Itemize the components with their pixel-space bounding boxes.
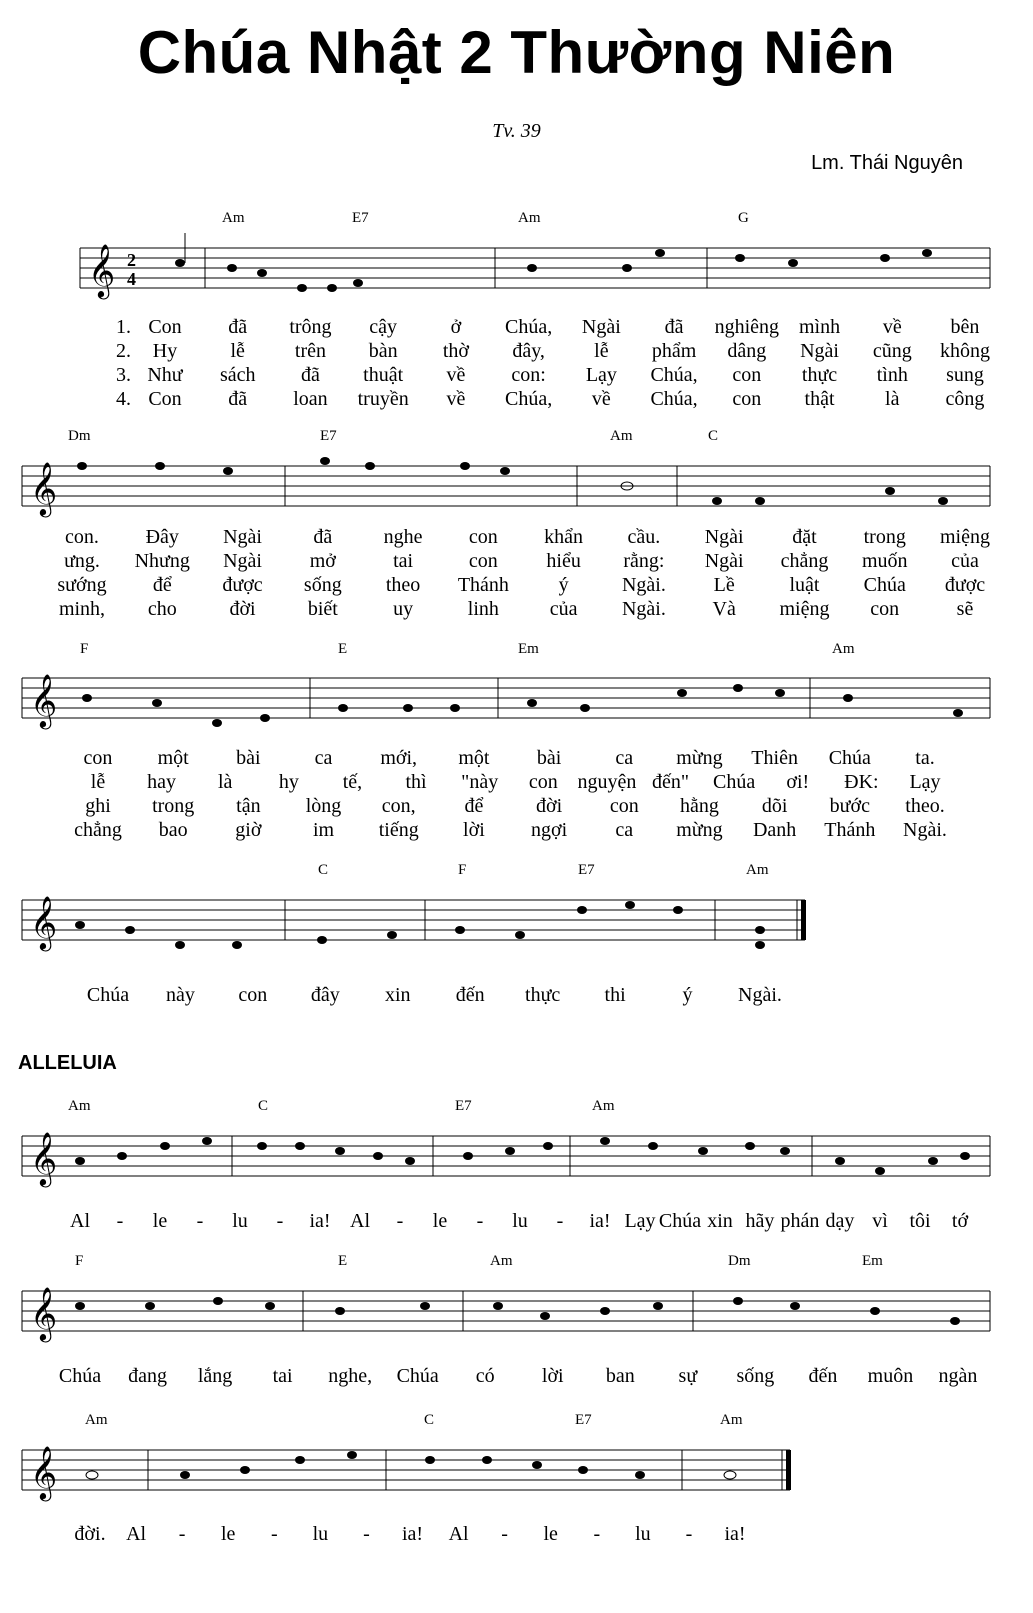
lyric-syllable: lắng bbox=[197, 1365, 233, 1387]
lyric-syllable: - bbox=[276, 1210, 284, 1232]
lyric-syllable: Ngài. bbox=[903, 819, 947, 841]
lyric-syllable: Ngài. bbox=[738, 984, 782, 1006]
music-staff bbox=[0, 1273, 1033, 1353]
lyric-syllable: Lạy bbox=[585, 364, 617, 386]
lyric-syllable: không bbox=[940, 340, 990, 362]
lyric-syllable: đặt bbox=[792, 526, 817, 548]
lyric-syllable: tận bbox=[236, 795, 261, 817]
lyric-syllable: con bbox=[732, 364, 762, 386]
alleluia-heading: ALLELUIA bbox=[18, 1052, 117, 1074]
lyric-syllable: tế, bbox=[342, 771, 363, 793]
lyric-syllable: - bbox=[501, 1523, 508, 1545]
lyric-syllable: Chúa bbox=[658, 1210, 702, 1232]
lyric-syllable: mình bbox=[798, 316, 841, 338]
lyric-syllable: Và bbox=[712, 598, 736, 620]
verse-number: 4. bbox=[116, 388, 131, 410]
lyric-syllable: nghiêng bbox=[714, 316, 780, 338]
lyric-syllable: sự bbox=[678, 1365, 698, 1387]
lyric-syllable: cho bbox=[147, 598, 177, 620]
lyric-syllable: - bbox=[363, 1523, 370, 1545]
lyric-syllable: đang bbox=[128, 1365, 167, 1387]
lyric-syllable: thực bbox=[525, 984, 561, 1006]
lyric-syllable: con. bbox=[65, 526, 99, 548]
lyric-syllable: con: bbox=[511, 364, 546, 386]
lyric-syllable: - bbox=[685, 1523, 693, 1545]
chord: C bbox=[258, 1098, 269, 1114]
chord: Am bbox=[720, 1412, 743, 1428]
lyric-syllable: đã bbox=[664, 316, 684, 338]
chord: F bbox=[80, 641, 89, 657]
lyric-syllable: trông bbox=[289, 316, 332, 338]
lyric-syllable: đời bbox=[536, 795, 563, 817]
lyric-syllable: đời bbox=[229, 598, 256, 620]
lyric-syllable: hãy bbox=[745, 1210, 775, 1232]
lyric-syllable: sách bbox=[219, 364, 256, 386]
lyric-syllable: biết bbox=[307, 598, 338, 620]
composer: Lm. Thái Nguyên bbox=[811, 152, 963, 174]
psalm-reference: Tv. 39 bbox=[492, 120, 541, 142]
lyric-syllable: Al bbox=[126, 1523, 147, 1545]
lyric-syllable: mừng bbox=[676, 747, 723, 769]
lyric-syllable: cậy bbox=[369, 316, 398, 338]
lyric-syllable: Ngài bbox=[223, 526, 262, 548]
lyric-syllable: lời bbox=[463, 819, 485, 841]
lyric-syllable: thờ bbox=[442, 340, 469, 362]
lyric-syllable: rằng: bbox=[623, 550, 665, 572]
lyric-syllable: Ngài bbox=[581, 316, 621, 338]
lyric-syllable: le bbox=[432, 1210, 448, 1232]
chord: Am bbox=[85, 1412, 108, 1428]
chord: Am bbox=[592, 1098, 615, 1114]
lyric-syllable: ngợi bbox=[531, 819, 568, 841]
lyric-syllable: con bbox=[83, 747, 113, 769]
lyric-syllable: có bbox=[475, 1365, 495, 1387]
song-title: Chúa Nhật 2 Thường Niên bbox=[137, 19, 896, 86]
lyric-syllable: dõi bbox=[761, 795, 788, 817]
lyric-syllable: le bbox=[152, 1210, 168, 1232]
lyric-syllable: hay bbox=[147, 771, 177, 793]
chord: C bbox=[708, 428, 719, 444]
lyric-syllable: trong bbox=[152, 795, 195, 817]
notes bbox=[86, 1451, 736, 1479]
lyric-syllable: miệng bbox=[940, 526, 990, 548]
lyric-syllable: bài bbox=[536, 747, 562, 769]
chord: Am bbox=[610, 428, 633, 444]
lyric-syllable: - bbox=[196, 1210, 204, 1232]
lyric-syllable: lễ bbox=[594, 340, 609, 362]
lyric-syllable: im bbox=[312, 819, 335, 841]
lyric-syllable: linh bbox=[467, 598, 499, 620]
lyric-syllable: hy bbox=[278, 771, 299, 793]
lyric-syllable: trong bbox=[863, 526, 906, 548]
chord: Am bbox=[68, 1098, 91, 1114]
lyric-syllable: tình bbox=[876, 364, 908, 386]
lyric-syllable: Hy bbox=[152, 340, 178, 362]
lyric-syllable: luật bbox=[789, 574, 820, 596]
lyric-syllable: sướng bbox=[57, 574, 107, 596]
lyric-syllable: theo. bbox=[905, 795, 945, 817]
lyric-syllable: con bbox=[238, 984, 268, 1006]
time-signature-top: 2 bbox=[127, 250, 136, 270]
verse-number: 1. bbox=[116, 316, 131, 338]
lyric-syllable: con bbox=[468, 550, 498, 572]
chord: Am bbox=[832, 641, 855, 657]
lyric-syllable: này bbox=[165, 984, 195, 1006]
lyric-syllable: ĐK: bbox=[844, 771, 879, 793]
lyric-syllable: mở bbox=[309, 550, 336, 572]
lyric-syllable: công bbox=[945, 388, 985, 410]
treble-clef-icon: 𝄞 bbox=[88, 245, 116, 296]
lyric-syllable: loan bbox=[293, 388, 328, 410]
lyric-syllable: ta. bbox=[915, 747, 935, 769]
lyric-syllable: sống bbox=[736, 1365, 775, 1387]
lyric-syllable: - bbox=[178, 1523, 186, 1545]
lyric-syllable: bước bbox=[829, 795, 870, 817]
lyric-syllable: giờ bbox=[235, 819, 262, 841]
lyric-syllable: đã bbox=[313, 526, 333, 548]
lyric-syllable: đời. bbox=[74, 1523, 106, 1545]
lyric-syllable: ca bbox=[615, 747, 634, 769]
lyric-syllable: thuật bbox=[363, 364, 404, 386]
lyric-syllable: Thiên bbox=[751, 747, 798, 769]
lyric-syllable: Ngài. bbox=[621, 598, 666, 620]
lyric-syllable: nghe, bbox=[328, 1365, 373, 1387]
lyric-syllable: Như bbox=[147, 364, 183, 386]
lyric-syllable: một bbox=[458, 747, 490, 769]
lyric-syllable: Ngài bbox=[223, 550, 262, 572]
lyric-syllable: miệng bbox=[779, 598, 830, 620]
lyric-syllable: sẽ bbox=[956, 598, 974, 620]
lyric-syllable: phẩm bbox=[651, 340, 697, 362]
lyric-syllable: về bbox=[591, 388, 611, 410]
lyric-syllable: Ngài. bbox=[621, 574, 666, 596]
verse-number: 2. bbox=[116, 340, 131, 362]
lyric-syllable: nghe bbox=[383, 526, 423, 548]
lyric-syllable: con bbox=[870, 598, 900, 620]
lyric-syllable: Al bbox=[350, 1210, 370, 1232]
lyric-syllable: của bbox=[549, 598, 578, 620]
chord: Em bbox=[518, 641, 539, 657]
notes bbox=[82, 684, 963, 727]
lyric-syllable: Chúa bbox=[86, 984, 130, 1006]
lyric-syllable: tai bbox=[272, 1365, 293, 1387]
lyric-syllable: nguyện bbox=[577, 771, 637, 793]
lyric-syllable: - bbox=[593, 1523, 601, 1545]
lyric-syllable: muôn bbox=[867, 1365, 914, 1387]
chord: C bbox=[318, 862, 329, 878]
lyric-syllable: Đây bbox=[145, 526, 179, 548]
lyric-syllable: lu bbox=[232, 1210, 248, 1232]
lyric-syllable: lòng bbox=[305, 795, 342, 817]
treble-clef-icon: 𝄞 bbox=[30, 897, 58, 948]
lyric-syllable: truyền bbox=[357, 388, 409, 410]
lyric-syllable: - bbox=[556, 1210, 564, 1232]
lyric-syllable: ia! bbox=[724, 1523, 746, 1545]
lyric-syllable: được bbox=[944, 574, 986, 596]
lyric-syllable: Chúa, bbox=[505, 388, 553, 410]
treble-clef-icon: 𝄞 bbox=[30, 675, 58, 726]
lyric-syllable: ơi! bbox=[786, 771, 810, 793]
lyric-syllable: thật bbox=[804, 388, 835, 410]
treble-clef-icon: 𝄞 bbox=[30, 1447, 58, 1498]
lyric-syllable: thì bbox=[405, 771, 427, 793]
verse-number: 3. bbox=[116, 364, 131, 386]
treble-clef-icon: 𝄞 bbox=[30, 1133, 58, 1184]
chord: Am bbox=[518, 210, 541, 226]
lyric-syllable: bên bbox=[950, 316, 980, 338]
lyric-syllable: lu bbox=[512, 1210, 528, 1232]
lyric-syllable: Danh bbox=[752, 819, 797, 841]
lyric-syllable: mới, bbox=[380, 747, 418, 769]
lyric-syllable: ia! bbox=[309, 1210, 331, 1232]
lyric-syllable: đến bbox=[808, 1365, 838, 1387]
lyric-syllable: Chúa, bbox=[650, 388, 698, 410]
lyric-syllable: uy bbox=[393, 598, 414, 620]
lyric-syllable: đã bbox=[228, 316, 248, 338]
lyric-syllable: - bbox=[270, 1523, 278, 1545]
music-staff bbox=[0, 1118, 1033, 1198]
lyric-syllable: Ngài bbox=[704, 526, 744, 548]
chord: Em bbox=[862, 1253, 883, 1269]
lyric-syllable: bao bbox=[158, 819, 188, 841]
chord: E bbox=[338, 641, 348, 657]
lyric-syllable: về bbox=[882, 316, 902, 338]
chord: F bbox=[458, 862, 467, 878]
chord: Am bbox=[746, 862, 769, 878]
lyric-syllable: con bbox=[609, 795, 639, 817]
lyric-syllable: dạy bbox=[825, 1210, 855, 1232]
lyric-syllable: dâng bbox=[727, 340, 767, 362]
music-staff bbox=[0, 1432, 1033, 1512]
lyric-syllable: tớ bbox=[951, 1210, 969, 1232]
lyric-syllable: ở bbox=[450, 316, 462, 338]
lyric-syllable: thi bbox=[604, 984, 626, 1006]
lyric-syllable: được bbox=[222, 574, 263, 596]
lyric-syllable: phán bbox=[780, 1210, 820, 1232]
lyric-syllable: minh, bbox=[58, 598, 106, 620]
lyric-syllable: Thánh bbox=[824, 819, 876, 841]
chord: Am bbox=[222, 210, 245, 226]
lyric-syllable: Chúa, bbox=[650, 364, 698, 386]
lyric-syllable: đã bbox=[228, 388, 248, 410]
lyric-syllable: hiểu bbox=[546, 550, 581, 572]
lyric-syllable: về bbox=[446, 388, 466, 410]
lyric-syllable: ý bbox=[682, 984, 693, 1006]
lyric-syllable: thực bbox=[801, 364, 838, 386]
lyric-syllable: Chúa bbox=[863, 574, 906, 596]
lyric-syllable: con bbox=[528, 771, 558, 793]
lyric-syllable: theo bbox=[385, 574, 421, 596]
lyric-syllable: Con bbox=[148, 316, 182, 338]
chord: E7 bbox=[352, 210, 369, 226]
lyric-syllable: le bbox=[543, 1523, 558, 1545]
lyric-syllable: lễ bbox=[230, 340, 245, 362]
lyric-syllable: một bbox=[157, 747, 189, 769]
lyric-syllable: Al bbox=[448, 1523, 469, 1545]
lyric-syllable: lu bbox=[312, 1523, 329, 1545]
lyric-syllable: vì bbox=[872, 1210, 888, 1232]
lyric-syllable: Chúa bbox=[828, 747, 871, 769]
chord: E7 bbox=[320, 428, 337, 444]
lyric-syllable: tiếng bbox=[378, 819, 419, 841]
lyric-syllable: Chúa bbox=[713, 771, 756, 793]
lyric-syllable: ngàn bbox=[938, 1365, 978, 1387]
lyric-syllable: ca bbox=[615, 819, 634, 841]
lyric-syllable: đến" bbox=[652, 771, 690, 793]
lyric-syllable: - bbox=[396, 1210, 404, 1232]
chord: F bbox=[75, 1253, 84, 1269]
lyric-syllable: Con bbox=[148, 388, 182, 410]
lyric-syllable: Chúa bbox=[396, 1365, 439, 1387]
lyric-syllable: ghi bbox=[85, 795, 111, 817]
lyric-syllable: Lạy bbox=[624, 1210, 656, 1232]
lyric-syllable: Nhưng bbox=[134, 550, 190, 572]
chord: C bbox=[424, 1412, 435, 1428]
lyric-syllable: Ngài bbox=[704, 550, 744, 572]
lyric-syllable: Thánh bbox=[457, 574, 509, 596]
lyric-syllable: về bbox=[446, 364, 466, 386]
lyric-syllable: khẩn bbox=[544, 526, 584, 548]
music-staff bbox=[0, 882, 1033, 962]
treble-clef-icon: 𝄞 bbox=[30, 463, 58, 514]
lyric-syllable: "này bbox=[461, 771, 499, 793]
lyric-syllable: cầu. bbox=[627, 526, 661, 548]
lyric-syllable: lu bbox=[635, 1523, 651, 1545]
lyric-syllable: để bbox=[152, 574, 172, 596]
lyric-syllable: đến bbox=[455, 984, 485, 1006]
lyric-syllable: xin bbox=[384, 984, 411, 1006]
notes bbox=[75, 901, 765, 949]
lyric-syllable: lễ bbox=[90, 771, 106, 793]
lyric-syllable: ia! bbox=[589, 1210, 611, 1232]
lyric-syllable: bàn bbox=[368, 340, 398, 362]
lyric-syllable: con bbox=[468, 526, 498, 548]
notes bbox=[77, 457, 948, 505]
chord: E bbox=[338, 1253, 348, 1269]
lyric-syllable: ý bbox=[558, 574, 569, 596]
lyric-syllable: đây bbox=[310, 984, 340, 1006]
lyric-syllable: con, bbox=[381, 795, 416, 817]
chord: G bbox=[738, 210, 749, 226]
chord: Dm bbox=[728, 1253, 751, 1269]
chord: E7 bbox=[578, 862, 595, 878]
lyric-syllable: trên bbox=[294, 340, 326, 362]
lyric-syllable: tai bbox=[393, 550, 414, 572]
lyric-syllable: Ngài bbox=[800, 340, 839, 362]
lyric-syllable: ưng. bbox=[64, 550, 100, 572]
chord: E7 bbox=[455, 1098, 472, 1114]
lyric-syllable: cũng bbox=[872, 340, 912, 362]
lyric-syllable: là bbox=[885, 388, 900, 410]
lyric-syllable: Lạy bbox=[909, 771, 941, 793]
music-staff bbox=[0, 230, 1033, 310]
chord: E7 bbox=[575, 1412, 592, 1428]
lyric-syllable: của bbox=[951, 550, 979, 572]
music-staff bbox=[0, 448, 1033, 528]
lyric-syllable: lời bbox=[541, 1365, 564, 1387]
lyric-syllable: đã bbox=[301, 364, 320, 386]
lyric-syllable: đây, bbox=[512, 340, 545, 362]
lyric-syllable: - bbox=[476, 1210, 484, 1232]
lyric-syllable: ia! bbox=[401, 1523, 424, 1545]
lyric-syllable: le bbox=[220, 1523, 236, 1545]
lyric-syllable: hằng bbox=[680, 795, 719, 817]
lyric-syllable: con bbox=[732, 388, 762, 410]
lyric-syllable: chẳng bbox=[780, 550, 829, 572]
lyric-syllable: bài bbox=[236, 747, 261, 769]
lyric-syllable: chẳng bbox=[74, 819, 122, 841]
lyric-syllable: sống bbox=[303, 574, 342, 596]
lyric-syllable: Al bbox=[70, 1210, 90, 1232]
lyric-syllable: Lề bbox=[713, 574, 735, 596]
lyric-syllable: ca bbox=[314, 747, 333, 769]
lyric-syllable: sung bbox=[946, 364, 984, 386]
lyric-syllable: để bbox=[464, 795, 484, 817]
lyric-syllable: tôi bbox=[909, 1210, 931, 1232]
lyric-syllable: Chúa, bbox=[505, 316, 553, 338]
notes bbox=[175, 233, 932, 292]
lyric-syllable: - bbox=[116, 1210, 124, 1232]
time-signature-bottom: 4 bbox=[127, 269, 136, 289]
lyric-syllable: mừng bbox=[676, 819, 723, 841]
lyric-syllable: là bbox=[218, 771, 233, 793]
lyric-syllable: ban bbox=[605, 1365, 635, 1387]
lyric-syllable: xin bbox=[707, 1210, 733, 1232]
treble-clef-icon: 𝄞 bbox=[30, 1288, 58, 1339]
chord: Am bbox=[490, 1253, 513, 1269]
lyric-syllable: muốn bbox=[861, 550, 908, 572]
lyric-syllable: Chúa bbox=[58, 1365, 102, 1387]
music-staff bbox=[0, 660, 1033, 740]
chord: Dm bbox=[68, 428, 91, 444]
